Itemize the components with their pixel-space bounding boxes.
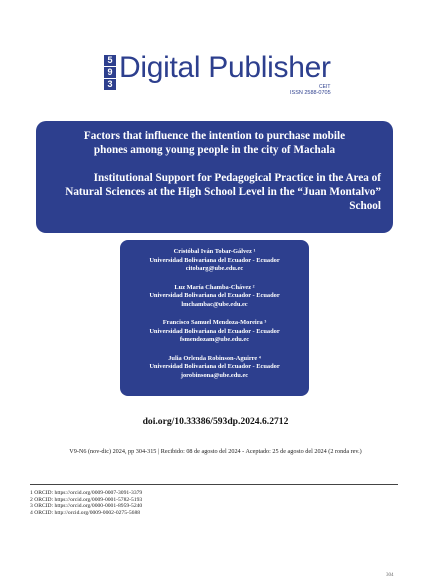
- footnote[interactable]: 4 ORCID: http://orcid.org/0009-0002-0275-5688: [30, 509, 141, 516]
- title-en-line-1: Institutional Support for Pedagogical Practice in the Area of: [93, 172, 381, 184]
- title-es-line-1: Factors that influence the intention to purchase mobile: [83, 130, 346, 142]
- author-block: [126, 319, 303, 345]
- author-affiliation: Universidad Bolivariana del Ecuador - Ecuador: [149, 256, 280, 264]
- footnote[interactable]: 1 ORCID: https://orcid.org/0009-0007-3091-3379: [30, 490, 143, 496]
- doi-link[interactable]: doi.org/10.33386/593dp.2024.6.2712: [142, 416, 289, 427]
- logo-badge-digit: 9: [104, 67, 116, 78]
- title-en-line-3: School: [349, 200, 381, 212]
- author-affiliation: Universidad Bolivariana del Ecuador - Ecuador: [149, 327, 280, 335]
- author-email[interactable]: fsmendozam@ube.edu.ec: [179, 336, 250, 343]
- author-affiliation: Universidad Bolivariana del Ecuador - Ecuador: [149, 363, 280, 370]
- author-name: Francisco Samuel Mendoza-Moreira ³: [162, 319, 267, 326]
- footnote-divider: [30, 484, 398, 485]
- title-box: [36, 121, 393, 233]
- author-email[interactable]: lmchambac@ube.edu.ec: [181, 300, 248, 308]
- footnotes: [30, 490, 142, 516]
- author-block: [126, 284, 303, 310]
- author-block: [126, 355, 303, 381]
- title-es-line-2: phones among young people in the city of Machala: [93, 144, 336, 156]
- authors-box: [120, 240, 309, 396]
- footnote[interactable]: 3 ORCID: https://orcid.org/0000-0001-8959-5240: [30, 503, 143, 510]
- citation-line: V9-N6 (nov-dic) 2024, pp 304-315 | Recibido: 08 de agosto del 2024 - Aceptado: 25 de agosto del 2024 (2 ronda rev.): [69, 448, 362, 455]
- page-number: 304: [386, 573, 394, 578]
- journal-logo: [104, 51, 336, 97]
- journal-issn: ISSN 2588-0705: [290, 90, 331, 96]
- author-name: Cristóbal Iván Tobar-Gálvez ¹: [173, 248, 256, 255]
- author-email[interactable]: jorobinsona@ube.edu.ec: [180, 371, 249, 379]
- author-block: [126, 248, 303, 274]
- journal-sub: CEIT: [319, 84, 331, 90]
- logo-badge-digit: 5: [104, 55, 116, 66]
- logo-badge: [104, 55, 116, 89]
- footnote[interactable]: 2 ORCID: https://orcid.org/0009-0001-5782-5193: [30, 496, 143, 503]
- author-email[interactable]: citobarg@ube.edu.ec: [185, 265, 244, 272]
- journal-name: Digital Publisher: [119, 51, 331, 84]
- title-en: [48, 171, 381, 213]
- logo-badge-digit: 3: [104, 79, 116, 90]
- author-name: Luz María Chamba-Chávez ²: [174, 283, 255, 291]
- author-name: Julia Orlenda Robinson-Aguirre ⁴: [168, 354, 261, 362]
- author-affiliation: Universidad Bolivariana del Ecuador - Ecuador: [149, 292, 280, 299]
- title-en-line-2: Natural Sciences at the High School Level in the “Juan Montalvo”: [65, 186, 381, 198]
